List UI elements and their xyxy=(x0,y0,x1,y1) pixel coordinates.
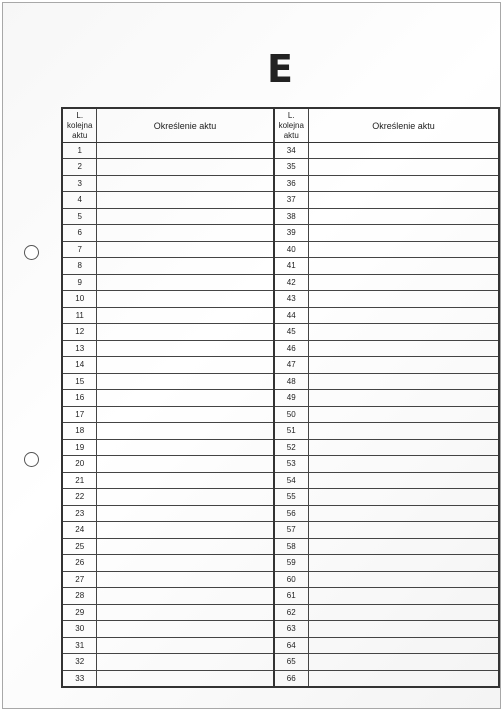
act-number-cell: 51 xyxy=(274,423,309,440)
act-number-cell: 37 xyxy=(274,192,309,209)
table-row xyxy=(62,654,499,671)
act-number-cell: 10 xyxy=(62,291,97,308)
act-description-field[interactable] xyxy=(97,192,274,209)
table-row xyxy=(62,225,499,242)
act-description-field[interactable] xyxy=(97,423,274,440)
act-number-cell: 63 xyxy=(274,621,309,638)
table-row xyxy=(62,307,499,324)
table-row xyxy=(62,637,499,654)
table-row xyxy=(62,621,499,638)
act-description-field[interactable] xyxy=(308,159,499,176)
act-number-cell: 12 xyxy=(62,324,97,341)
act-description-field[interactable] xyxy=(308,588,499,605)
act-description-field[interactable] xyxy=(97,456,274,473)
act-description-field[interactable] xyxy=(97,373,274,390)
act-number-cell: 3 xyxy=(62,175,97,192)
act-description-field[interactable] xyxy=(97,159,274,176)
act-description-field[interactable] xyxy=(97,291,274,308)
table-row xyxy=(62,175,499,192)
act-number-cell: 50 xyxy=(274,406,309,423)
act-number-cell: 5 xyxy=(62,208,97,225)
act-description-field[interactable] xyxy=(97,489,274,506)
table-row xyxy=(62,439,499,456)
act-description-field[interactable] xyxy=(308,637,499,654)
act-number-cell: 47 xyxy=(274,357,309,374)
header-number-line: L. xyxy=(76,111,84,120)
act-number-cell: 64 xyxy=(274,637,309,654)
table-row xyxy=(62,456,499,473)
table-row xyxy=(62,373,499,390)
act-description-field[interactable] xyxy=(308,390,499,407)
header-number-right xyxy=(274,108,309,142)
act-description-field[interactable] xyxy=(97,208,274,225)
table-row xyxy=(62,472,499,489)
act-number-cell: 46 xyxy=(274,340,309,357)
act-number-cell: 26 xyxy=(62,555,97,572)
act-description-field[interactable] xyxy=(97,406,274,423)
act-description-field[interactable] xyxy=(308,439,499,456)
act-description-field[interactable] xyxy=(97,324,274,341)
table-row xyxy=(62,390,499,407)
act-description-field[interactable] xyxy=(97,588,274,605)
act-description-field[interactable] xyxy=(308,340,499,357)
act-number-cell: 4 xyxy=(62,192,97,209)
act-description-field[interactable] xyxy=(308,489,499,506)
act-description-field[interactable] xyxy=(97,241,274,258)
table-row xyxy=(62,538,499,555)
table-row xyxy=(62,324,499,341)
act-description-field[interactable] xyxy=(308,373,499,390)
act-number-cell: 61 xyxy=(274,588,309,605)
act-number-cell: 28 xyxy=(62,588,97,605)
table-header-row xyxy=(62,108,499,142)
table-row xyxy=(62,489,499,506)
act-number-cell: 14 xyxy=(62,357,97,374)
act-description-field[interactable] xyxy=(97,258,274,275)
table-row xyxy=(62,604,499,621)
punch-hole-icon xyxy=(24,452,39,467)
act-number-cell: 54 xyxy=(274,472,309,489)
act-number-cell: 11 xyxy=(62,307,97,324)
act-number-cell: 49 xyxy=(274,390,309,407)
act-number-cell: 58 xyxy=(274,538,309,555)
table-row xyxy=(62,522,499,539)
act-number-cell: 19 xyxy=(62,439,97,456)
act-description-field[interactable] xyxy=(308,571,499,588)
act-description-field[interactable] xyxy=(308,324,499,341)
act-number-cell: 44 xyxy=(274,307,309,324)
act-number-cell: 15 xyxy=(62,373,97,390)
act-description-field[interactable] xyxy=(308,225,499,242)
table-row xyxy=(62,159,499,176)
act-description-field[interactable] xyxy=(97,225,274,242)
act-number-cell: 52 xyxy=(274,439,309,456)
act-number-cell: 34 xyxy=(274,142,309,159)
act-description-field[interactable] xyxy=(308,175,499,192)
act-number-cell: 24 xyxy=(62,522,97,539)
section-letter: E xyxy=(267,47,293,91)
header-number-line: L. xyxy=(287,111,295,120)
act-description-field[interactable] xyxy=(308,670,499,687)
act-number-cell: 31 xyxy=(62,637,97,654)
act-description-field[interactable] xyxy=(97,637,274,654)
act-number-cell: 36 xyxy=(274,175,309,192)
table-row xyxy=(62,406,499,423)
act-description-field[interactable] xyxy=(308,357,499,374)
act-number-cell: 48 xyxy=(274,373,309,390)
act-number-cell: 60 xyxy=(274,571,309,588)
act-number-cell: 43 xyxy=(274,291,309,308)
table-row xyxy=(62,357,499,374)
table-row xyxy=(62,258,499,275)
act-number-cell: 33 xyxy=(62,670,97,687)
act-description-field[interactable] xyxy=(308,208,499,225)
act-number-cell: 6 xyxy=(62,225,97,242)
act-description-field[interactable] xyxy=(97,654,274,671)
table-row xyxy=(62,555,499,572)
act-description-field[interactable] xyxy=(97,571,274,588)
punch-hole-icon xyxy=(24,245,39,260)
act-number-cell: 22 xyxy=(62,489,97,506)
header-number-left xyxy=(62,108,97,142)
header-number-line: kolejna xyxy=(278,121,304,130)
act-description-field[interactable] xyxy=(97,472,274,489)
act-number-cell: 55 xyxy=(274,489,309,506)
act-description-field[interactable] xyxy=(97,357,274,374)
act-number-cell: 17 xyxy=(62,406,97,423)
act-number-cell: 21 xyxy=(62,472,97,489)
act-description-field[interactable] xyxy=(97,439,274,456)
act-register-table xyxy=(61,107,500,688)
act-number-cell: 57 xyxy=(274,522,309,539)
act-description-field[interactable] xyxy=(97,390,274,407)
act-number-cell: 38 xyxy=(274,208,309,225)
act-description-field[interactable] xyxy=(308,654,499,671)
act-description-field[interactable] xyxy=(308,555,499,572)
table-row xyxy=(62,241,499,258)
act-description-field[interactable] xyxy=(308,291,499,308)
act-number-cell: 13 xyxy=(62,340,97,357)
act-description-field[interactable] xyxy=(97,274,274,291)
table-row xyxy=(62,588,499,605)
act-number-cell: 16 xyxy=(62,390,97,407)
act-description-field[interactable] xyxy=(308,192,499,209)
register-page xyxy=(2,2,501,709)
act-description-field[interactable] xyxy=(308,522,499,539)
act-description-field[interactable] xyxy=(97,142,274,159)
act-number-cell: 27 xyxy=(62,571,97,588)
act-description-field[interactable] xyxy=(97,175,274,192)
act-description-field[interactable] xyxy=(97,340,274,357)
act-number-cell: 23 xyxy=(62,505,97,522)
header-description-right: Określenie aktu xyxy=(308,108,499,142)
act-number-cell: 66 xyxy=(274,670,309,687)
header-description-left: Określenie aktu xyxy=(97,108,274,142)
table-row xyxy=(62,423,499,440)
act-description-field[interactable] xyxy=(308,241,499,258)
act-number-cell: 56 xyxy=(274,505,309,522)
act-number-cell: 59 xyxy=(274,555,309,572)
act-description-field[interactable] xyxy=(308,505,499,522)
act-number-cell: 53 xyxy=(274,456,309,473)
register-body xyxy=(62,142,499,687)
act-description-field[interactable] xyxy=(308,274,499,291)
act-number-cell: 45 xyxy=(274,324,309,341)
act-description-field[interactable] xyxy=(308,307,499,324)
act-description-field[interactable] xyxy=(308,604,499,621)
act-number-cell: 29 xyxy=(62,604,97,621)
act-number-cell: 9 xyxy=(62,274,97,291)
act-description-field[interactable] xyxy=(308,456,499,473)
act-number-cell: 32 xyxy=(62,654,97,671)
act-number-cell: 25 xyxy=(62,538,97,555)
header-number-line: kolejna xyxy=(67,121,93,130)
act-description-field[interactable] xyxy=(308,423,499,440)
act-description-field[interactable] xyxy=(308,406,499,423)
act-description-field[interactable] xyxy=(97,307,274,324)
table-row xyxy=(62,208,499,225)
act-description-field[interactable] xyxy=(308,258,499,275)
table-row xyxy=(62,571,499,588)
act-number-cell: 39 xyxy=(274,225,309,242)
act-description-field[interactable] xyxy=(308,538,499,555)
act-number-cell: 18 xyxy=(62,423,97,440)
table-row xyxy=(62,505,499,522)
act-number-cell: 62 xyxy=(274,604,309,621)
act-description-field[interactable] xyxy=(97,604,274,621)
table-row xyxy=(62,670,499,687)
table-row xyxy=(62,340,499,357)
act-description-field[interactable] xyxy=(97,505,274,522)
table-row xyxy=(62,291,499,308)
act-description-field[interactable] xyxy=(97,670,274,687)
act-number-cell: 30 xyxy=(62,621,97,638)
table-row xyxy=(62,192,499,209)
act-description-field[interactable] xyxy=(97,522,274,539)
act-number-cell: 20 xyxy=(62,456,97,473)
act-number-cell: 2 xyxy=(62,159,97,176)
header-number-line: aktu xyxy=(283,131,299,140)
act-number-cell: 8 xyxy=(62,258,97,275)
act-number-cell: 7 xyxy=(62,241,97,258)
act-description-field[interactable] xyxy=(97,555,274,572)
act-number-cell: 42 xyxy=(274,274,309,291)
act-number-cell: 40 xyxy=(274,241,309,258)
act-description-field[interactable] xyxy=(308,621,499,638)
table-row xyxy=(62,274,499,291)
header-number-line: aktu xyxy=(72,131,88,140)
act-description-field[interactable] xyxy=(97,621,274,638)
act-number-cell: 1 xyxy=(62,142,97,159)
act-number-cell: 41 xyxy=(274,258,309,275)
act-description-field[interactable] xyxy=(308,142,499,159)
act-description-field[interactable] xyxy=(97,538,274,555)
act-description-field[interactable] xyxy=(308,472,499,489)
table-row xyxy=(62,142,499,159)
act-number-cell: 65 xyxy=(274,654,309,671)
act-number-cell: 35 xyxy=(274,159,309,176)
